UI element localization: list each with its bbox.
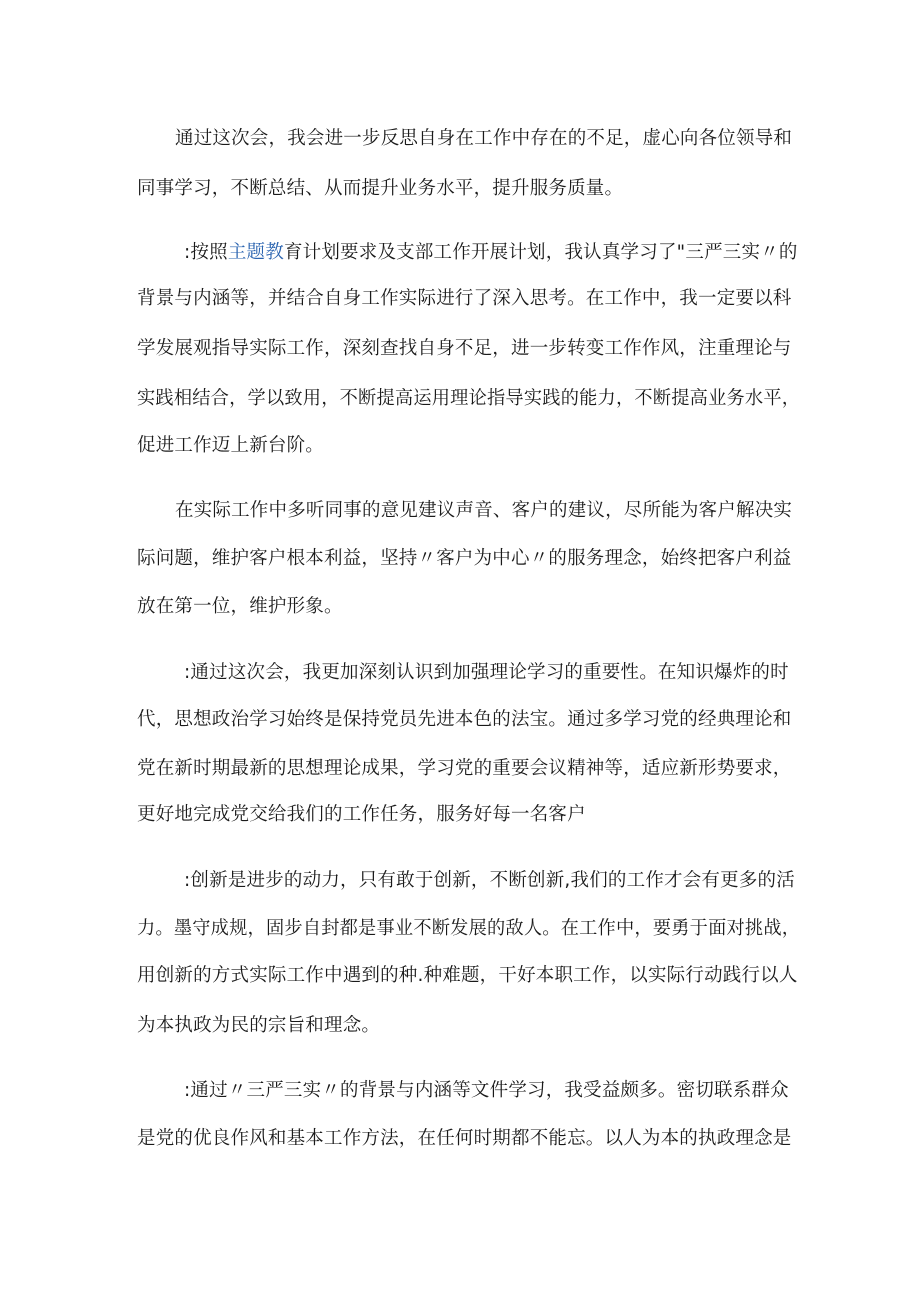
paragraph-line: 力。墨守成规，固步自封都是事业不断发展的敌人。在工作中，要勇于面对挑战，: [137, 918, 801, 939]
paragraph-line: 实践相结合，学以致用，不断提高运用理论指导实践的能力，不断提高业务水平，: [137, 388, 801, 409]
paragraph-line: 背景与内涵等，并结合自身工作实际进行了深入思考。在工作中，我一定要以科: [137, 288, 792, 309]
paragraph-line: 代，思想政治学习始终是保持党员先进本色的法宝。通过多学习党的经典理论和: [137, 709, 792, 730]
paragraph-line: :通过〃三严三实〃的背景与内涵等文件学习，我受益颇多。密切联系群众: [184, 1080, 789, 1101]
paragraph-line: 同事学习，不断总结、从而提升业务水平，提升服务质量。: [137, 178, 624, 199]
topic-education-link[interactable]: 主题教: [227, 242, 284, 263]
paragraph-line: [184, 242, 798, 264]
paragraph-line: 为本执政为民的宗旨和理念。: [137, 1015, 381, 1036]
paragraph-line: 促进工作迈上新台阶。: [137, 435, 325, 456]
paragraph-line: :通过这次会，我更加深刻认识到加强理论学习的重要性。在知识爆炸的时: [184, 662, 789, 683]
paragraph-text: :按照: [184, 242, 228, 263]
paragraph-line: 在实际工作中多听同事的意见建议声音、客户的建议，尽所能为客户解决实: [175, 500, 793, 521]
paragraph-line: 通过这次会，我会进一步反思自身在工作中存在的不足，虚心向各位领导和: [175, 128, 793, 149]
paragraph-line: 学发展观指导实际工作，深刻查找自身不足，进一步转变工作作风，注重理论与: [137, 338, 792, 359]
paragraph-line: 际问题，维护客户根本利益，坚持〃客户为中心〃的服务理念，始终把客户利益: [137, 548, 792, 569]
paragraph-line: 更好地完成党交给我们的工作任务，服务好每一名客户: [137, 804, 586, 825]
paragraph-line: 放在第一位，维护形象。: [137, 596, 343, 617]
paragraph-line: 党在新时期最新的思想理论成果，学习党的重要会议精神等，适应新形势要求，: [137, 758, 792, 779]
paragraph-line: :创新是进步的动力，只有敢于创新，不断创新,我们的工作才会有更多的活: [184, 870, 795, 891]
paragraph-text: 育计划要求及支部工作开展计划，我认真学习了"三严三实〃的: [283, 242, 798, 263]
paragraph-line: 是党的优良作风和基本工作方法，在任何时期都不能忘。以人为本的执政理念是: [137, 1128, 792, 1149]
paragraph-line: 用创新的方式实际工作中遇到的种.种难题，干好本职工作，以实际行动践行以人: [137, 965, 798, 986]
